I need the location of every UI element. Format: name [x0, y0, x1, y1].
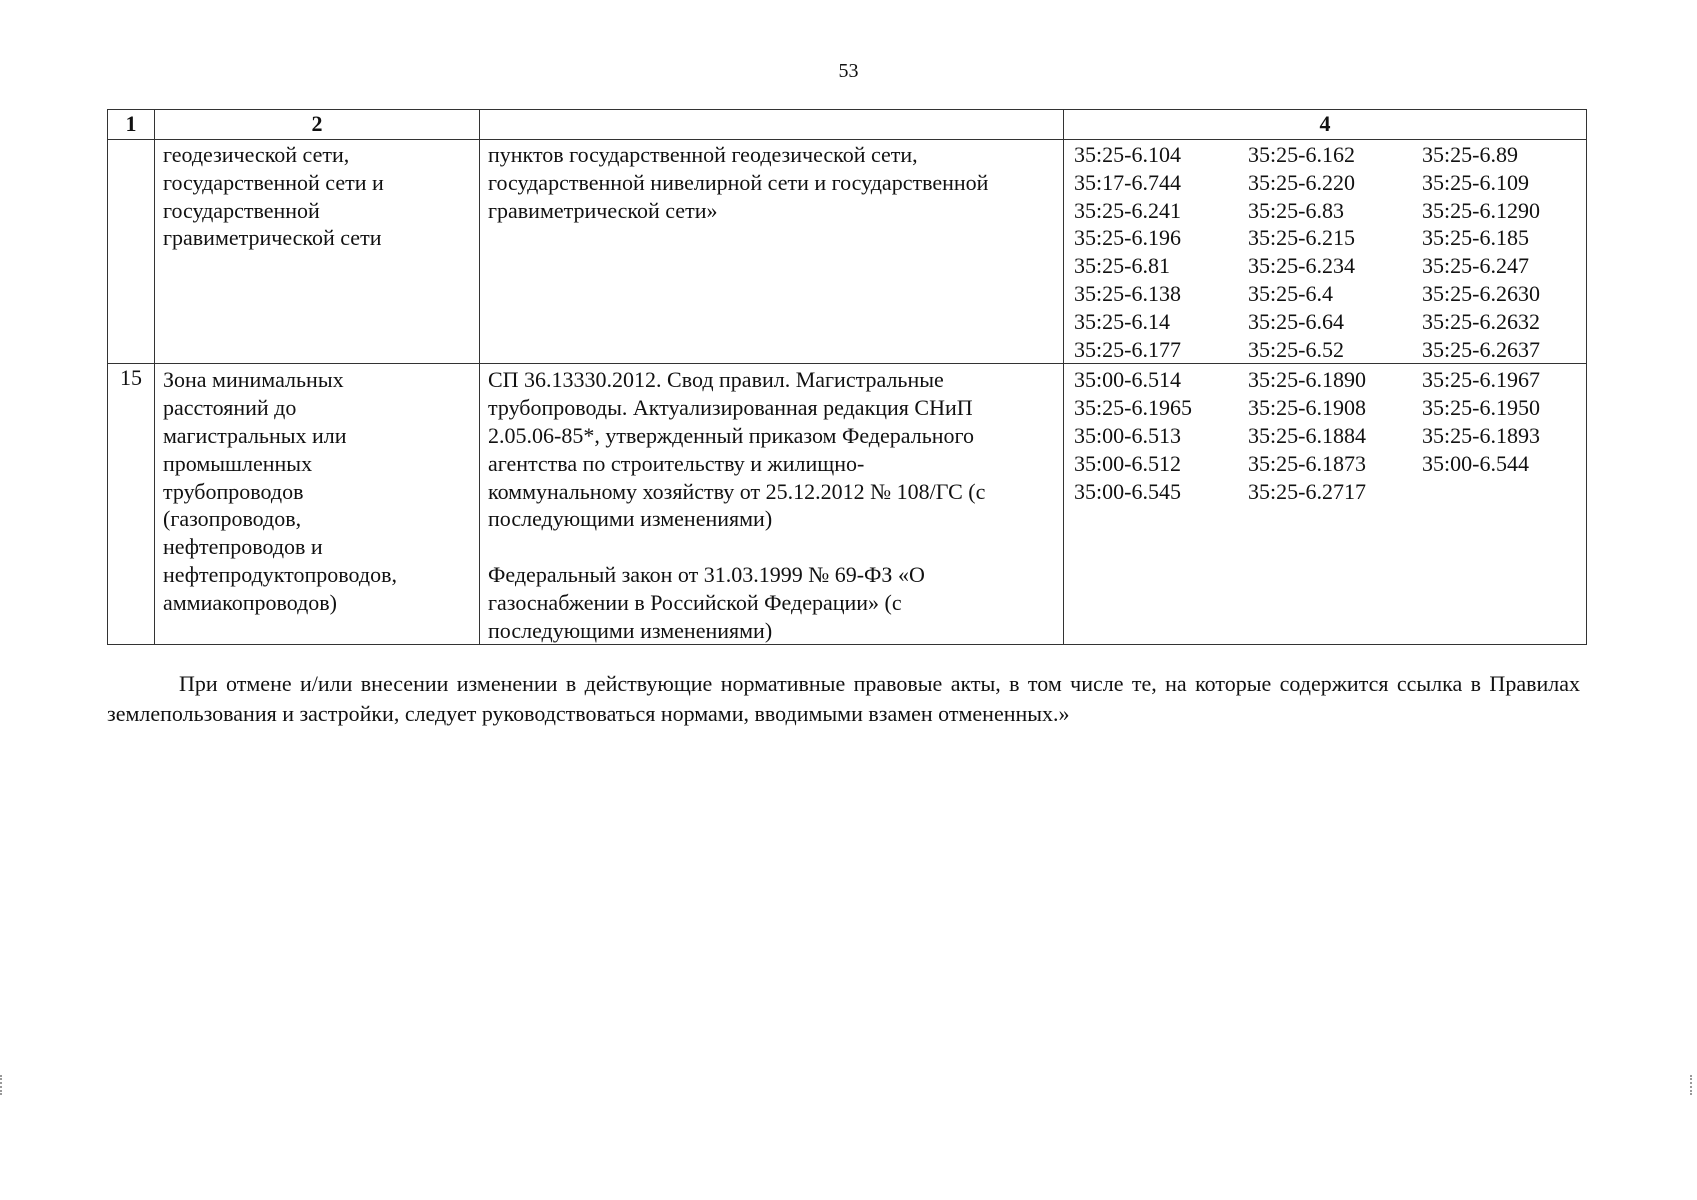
- zone-code: 35:25-6.4: [1248, 280, 1333, 306]
- scan-edge-mark: [0, 1075, 5, 1095]
- zone-code: 35:25-6.1967: [1422, 367, 1540, 393]
- footer-note: При отмене и/или внесении изменении в действующие нормативные правовые акты, в том числе те, на которые содержится ссылка в Правилах землепользования и застройки, следует руководствоваться нормами, вводимыми взамен отмененных.»: [107, 671, 1580, 726]
- zone-code: 35:17-6.744: [1074, 169, 1181, 195]
- zone-code: 35:25-6.64: [1248, 308, 1344, 334]
- zone-code: 35:25-6.241: [1074, 197, 1181, 223]
- zone-code: 35:25-6.1908: [1248, 395, 1366, 421]
- zone-code: 35:25-6.2717: [1248, 478, 1366, 504]
- zone-code: 35:25-6.2630: [1422, 280, 1540, 306]
- zone-code: 35:00-6.545: [1074, 478, 1181, 504]
- page-number: 53: [838, 60, 859, 82]
- zone-code: 35:25-6.104: [1074, 142, 1181, 167]
- zone-code: 35:25-6.109: [1422, 169, 1529, 195]
- zone-code: 35:00-6.514: [1074, 367, 1181, 393]
- scan-edge-mark: [1690, 1075, 1695, 1095]
- zone-code: 35:25-6.234: [1248, 253, 1355, 279]
- zone-code: [1422, 478, 1596, 506]
- zone-name: Зона минимальных расстояний до магистральных или промышленных трубопроводов (газопроводов, нефтепроводов и нефтепродуктопроводов, аммиакопроводов): [155, 364, 480, 645]
- codes-grid: [1072, 366, 1578, 505]
- zone-code: 35:25-6.14: [1074, 308, 1170, 334]
- zone-codes: [1064, 140, 1587, 364]
- zone-code: 35:25-6.2632: [1422, 308, 1540, 334]
- header-col-4: 4: [1064, 110, 1587, 140]
- zone-code: 35:25-6.1893: [1422, 422, 1540, 448]
- zone-code: 35:25-6.220: [1248, 169, 1355, 195]
- codes-grid: [1072, 141, 1578, 363]
- zone-code: 35:00-6.544: [1422, 450, 1529, 476]
- zone-code: 35:25-6.1290: [1422, 197, 1540, 223]
- zone-code: 35:25-6.89: [1422, 142, 1518, 167]
- row-number: 15: [108, 364, 155, 645]
- table-header-row: [108, 110, 1587, 140]
- zone-code: 35:25-6.1950: [1422, 395, 1540, 421]
- zone-code: 35:25-6.177: [1074, 336, 1181, 362]
- zone-code: 35:25-6.185: [1422, 225, 1529, 251]
- row-number: [108, 140, 155, 364]
- zone-code: 35:25-6.138: [1074, 280, 1181, 306]
- document-reference: СП 36.13330.2012. Свод правил. Магистральные трубопроводы. Актуализированная редакция СНиП 2.05.06-85*, утвержденный приказом Федерального агентства по строительству и жилищно- коммунальному хозяйству от 25.12.2012 № 108/ГС (с последующими изменениями) Федеральный закон от 31.03.1999 № 69-ФЗ «О газоснабжении в Российской Федерации» (с последующими изменениями): [480, 364, 1064, 645]
- zone-code: 35:25-6.215: [1248, 225, 1355, 251]
- zone-codes: [1064, 364, 1587, 645]
- zone-name: геодезической сети, государственной сети и государственной гравиметрической сети: [155, 140, 480, 364]
- header-col-2: 2: [155, 110, 480, 140]
- zone-code: 35:00-6.513: [1074, 422, 1181, 448]
- zone-code: 35:25-6.81: [1074, 253, 1170, 279]
- zone-code: 35:25-6.2637: [1422, 336, 1540, 362]
- zone-code: 35:00-6.512: [1074, 450, 1181, 476]
- document-reference: пунктов государственной геодезической сети, государственной нивелирной сети и государственной гравиметрической сети»: [480, 140, 1064, 364]
- table-row-continued: [108, 140, 1587, 364]
- zone-code: 35:25-6.1965: [1074, 395, 1192, 421]
- zone-code: 35:25-6.196: [1074, 225, 1181, 251]
- header-col-1: 1: [108, 110, 155, 140]
- zone-code: 35:25-6.1884: [1248, 422, 1366, 448]
- zone-code: 35:25-6.247: [1422, 253, 1529, 279]
- zone-code: 35:25-6.52: [1248, 336, 1344, 362]
- regulations-table: [107, 109, 1587, 645]
- zone-code: 35:25-6.1890: [1248, 367, 1366, 393]
- header-col-3: [480, 110, 1064, 140]
- zone-code: 35:25-6.83: [1248, 197, 1344, 223]
- zone-code: 35:25-6.162: [1248, 142, 1355, 167]
- zone-code: 35:25-6.1873: [1248, 450, 1366, 476]
- table-row-15: [108, 364, 1587, 645]
